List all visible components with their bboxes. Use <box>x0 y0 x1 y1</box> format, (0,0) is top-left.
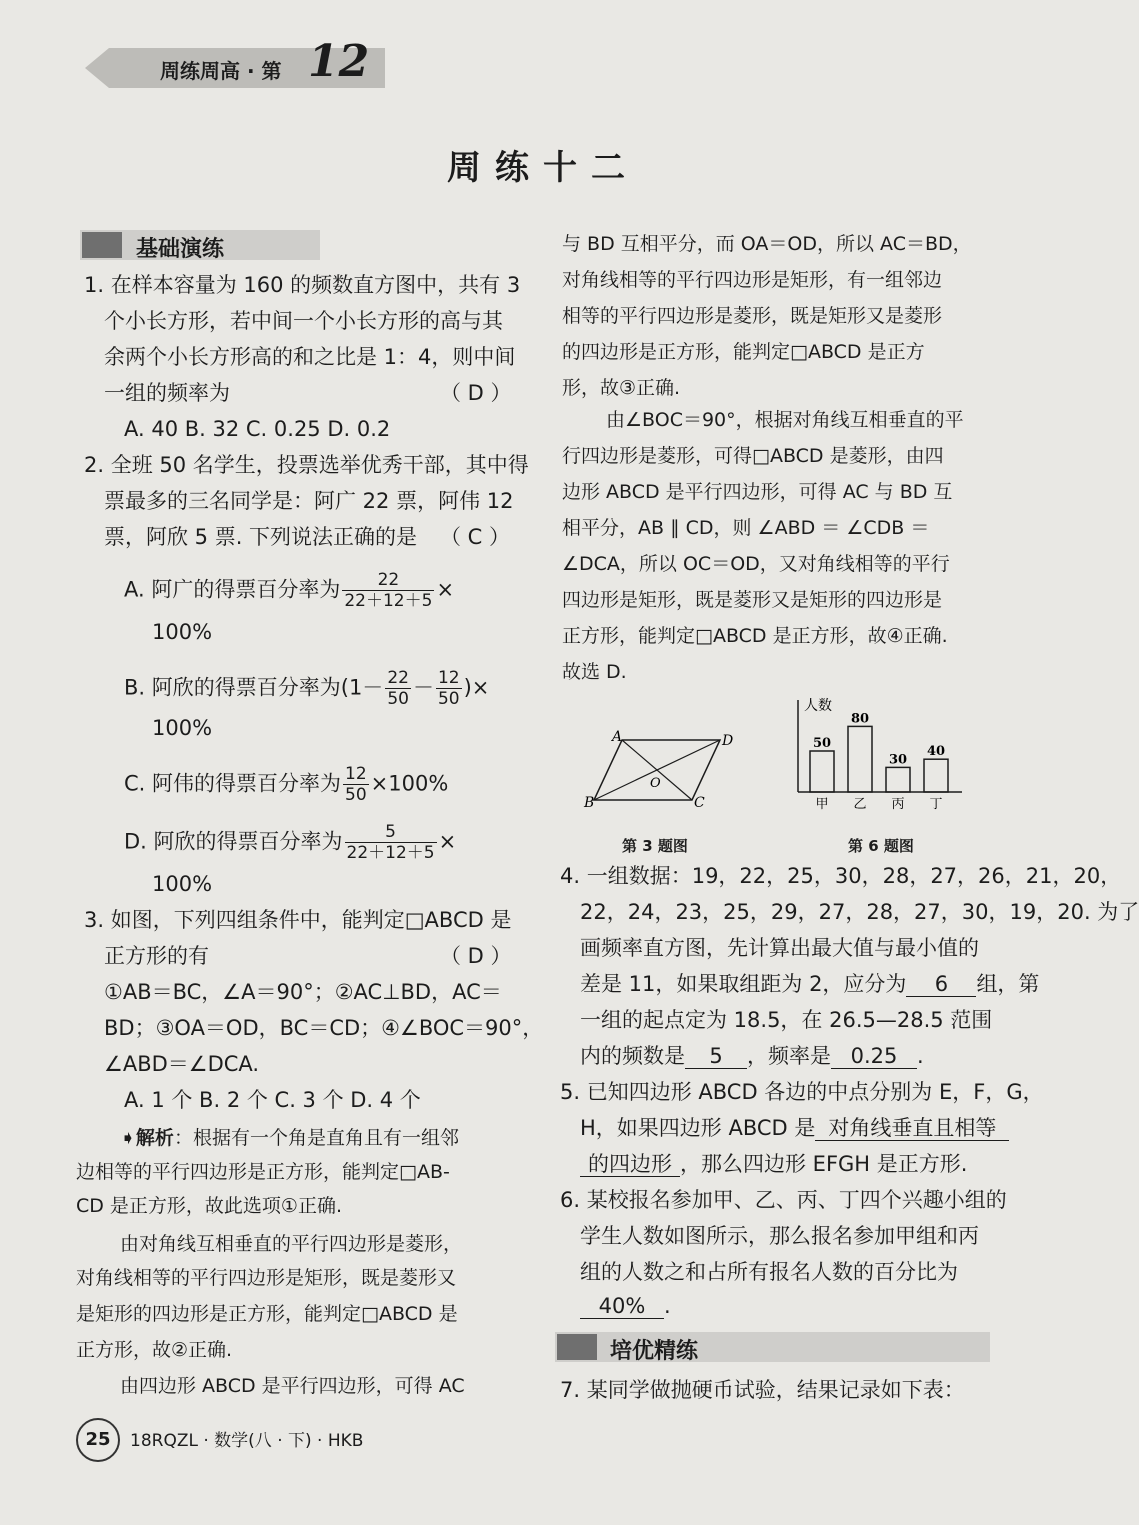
analysis-cont-line10: ∠DCA，所以 OC＝OD，又对角线相等的平行 <box>562 553 950 575</box>
category-label-3: 丙 <box>891 797 905 812</box>
header-tab-text: 周练周高 · 第 <box>160 59 282 83</box>
label-a: A <box>612 729 623 745</box>
q2-answer: （ C ） <box>440 525 511 549</box>
analysis-line1: ➧解析：根据有一个角是直角且有一组邻 <box>120 1127 459 1149</box>
analysis-line7: 正方形，故②正确. <box>76 1339 233 1361</box>
q6-line1: 6. 某校报名参加甲、乙、丙、丁四个兴趣小组的 <box>560 1188 1007 1212</box>
bar-3 <box>886 767 910 792</box>
analysis-cont-line11: 四边形是矩形，既是菱形又是矩形的四边形是 <box>562 589 943 611</box>
q2-option-b-pct: 100% <box>152 716 213 740</box>
analysis-cont-line1: 与 BD 互相平分，而 OA＝OD，所以 AC＝BD， <box>562 233 972 255</box>
category-label-2: 乙 <box>853 797 867 812</box>
q1-line2: 个小长方形，若中间一个小长方形的高与其 <box>104 309 503 333</box>
section1-title: 基础演练 <box>136 237 225 262</box>
bar-value-label-4: 40 <box>926 744 946 760</box>
q3-line4: BD；③OA＝OD，BC＝CD；④∠BOC＝90°， <box>104 1016 544 1040</box>
q5-line3: 的四边形 ，那么四边形 EFGH 是正方形. <box>580 1152 967 1177</box>
q4-line3: 画频率直方图，先计算出最大值与最小值的 <box>580 936 979 960</box>
q3-options: A. 1 个 B. 2 个 C. 3 个 D. 4 个 <box>124 1088 421 1112</box>
q4-line5: 一组的起点定为 18.5，在 26.5—28.5 范围 <box>580 1008 993 1032</box>
figure6-caption: 第 6 题图 <box>848 837 914 855</box>
analysis-cont-line12: 正方形，能判定□ABCD 是正方形，故④正确. <box>562 625 948 647</box>
figure3-parallelogram <box>580 725 740 815</box>
q3-line2: 正方形的有 <box>104 944 209 968</box>
section2-title: 培优精练 <box>610 1339 699 1364</box>
analysis-arrow-icon: ➧ <box>120 1127 136 1149</box>
bar-4 <box>924 759 948 792</box>
analysis-line5: 对角线相等的平行四边形是矩形，既是菱形又 <box>76 1267 457 1289</box>
bar-value-label-3: 30 <box>888 752 908 768</box>
q2-option-b: B. 阿欣的得票百分率为(1－ $\frac{22}{50}$ － $\frac{12}{50}$ )× <box>124 668 490 709</box>
q3-line3: ①AB＝BC，∠A＝90°；②AC⊥BD，AC＝ <box>104 980 502 1004</box>
q2-option-c: C. 阿伟的得票百分率为 $\frac{12}{50}$ ×100% <box>124 764 449 805</box>
page-number: 25 <box>76 1418 120 1462</box>
analysis-line2: 边相等的平行四边形是正方形，能判定□AB- <box>76 1161 450 1183</box>
q3-answer: （ D ） <box>440 944 512 968</box>
q6-line2: 学生人数如图所示，那么报名参加甲组和丙 <box>580 1224 979 1248</box>
q5-line1: 5. 已知四边形 ABCD 各边的中点分别为 E，F，G， <box>560 1080 1044 1104</box>
figure3-caption: 第 3 题图 <box>622 837 688 855</box>
q4-answer-frequency: 5 <box>685 1044 747 1069</box>
q4-answer-rate: 0.25 <box>831 1044 917 1069</box>
label-b: B <box>584 795 595 811</box>
q4-line6: 内的频数是 5 ，频率是 0.25 . <box>580 1044 924 1068</box>
q2-line3: 票，阿欣 5 票. 下列说法正确的是 <box>104 525 418 549</box>
q6-line4: 40% . <box>580 1294 671 1319</box>
bar-value-label-1: 50 <box>812 736 832 751</box>
analysis-cont-line7: 行四边形是菱形，可得□ABCD 是菱形，由四 <box>562 445 944 467</box>
q5-answer-part1: 对角线垂直且相等 <box>815 1116 1009 1141</box>
page-title: 周练十二 <box>447 148 639 188</box>
footer-code: 18RQZL · 数学(八 · 下) · HKB <box>130 1431 364 1451</box>
analysis-line6: 是矩形的四边形是正方形，能判定□ABCD 是 <box>76 1303 458 1325</box>
analysis-cont-line6: 由∠BOC＝90°，根据对角线互相垂直的平 <box>606 409 964 431</box>
q4-answer-groups: 6 <box>906 972 976 997</box>
q4-line1: 4. 一组数据：19，22，25，30，28，27，26，21，20， <box>560 864 1122 888</box>
bar-1 <box>810 751 834 792</box>
analysis-line8: 由四边形 ABCD 是平行四边形，可得 AC <box>120 1375 465 1397</box>
q3-line5: ∠ABD＝∠DCA. <box>104 1052 260 1076</box>
q5-line2: H，如果四边形 ABCD 是 对角线垂直且相等 <box>580 1116 1009 1141</box>
q1-line1: 1. 在样本容量为 160 的频数直方图中，共有 3 <box>84 273 521 297</box>
q2-line1: 2. 全班 50 名学生，投票选举优秀干部，其中得 <box>84 453 529 477</box>
q4-line2: 22，24，23，25，29，27，28，27，30，19，20. 为了 <box>580 900 1139 924</box>
analysis-cont-line2: 对角线相等的平行四边形是矩形，有一组邻边 <box>562 269 943 291</box>
q2-option-d-pct: 100% <box>152 872 213 896</box>
q2-option-a-pct: 100% <box>152 620 213 644</box>
diagonal-bd <box>594 740 720 800</box>
category-label-1: 甲 <box>815 797 829 812</box>
q7-line1: 7. 某同学做抛硬币试验，结果记录如下表： <box>560 1378 965 1402</box>
bar-2 <box>848 726 872 792</box>
q1-line3: 余两个小长方形高的和之比是 1：4，则中间 <box>104 345 516 369</box>
q6-line3: 组的人数之和占所有报名人数的百分比为 <box>580 1260 958 1284</box>
q6-answer: 40% <box>580 1294 664 1319</box>
q3-line1: 3. 如图，下列四组条件中，能判定□ABCD 是 <box>84 908 512 932</box>
q5-answer-part2: 的四边形 <box>580 1152 680 1177</box>
analysis-cont-line4: 的四边形是正方形，能判定□ABCD 是正方 <box>562 341 925 363</box>
figure6-bar-chart <box>790 690 970 825</box>
section2-number-box <box>557 1334 597 1360</box>
q2-line2: 票最多的三名同学是：阿广 22 票，阿伟 12 <box>104 489 514 513</box>
analysis-line3: CD 是正方形，故此选项①正确. <box>76 1195 343 1217</box>
q2-option-a: A. 阿广的得票百分率为 $\frac{22}{22+12+5}$ × <box>124 570 455 611</box>
analysis-cont-line3: 相等的平行四边形是菱形，既是矩形又是菱形 <box>562 305 943 327</box>
category-label-4: 丁 <box>929 797 943 812</box>
bar-value-label-2: 80 <box>850 711 870 727</box>
label-d: D <box>722 733 734 749</box>
y-axis-label: 人数 <box>804 698 832 714</box>
analysis-cont-line5: 形，故③正确. <box>562 377 681 399</box>
q1-line4: 一组的频率为 <box>104 381 230 405</box>
section1-number-box <box>82 232 122 258</box>
analysis-cont-line9: 相平分，AB ∥ CD，则 ∠ABD ＝ ∠CDB ＝ <box>562 517 930 539</box>
header-tab-number: 12 <box>308 36 370 87</box>
q2-option-d: D. 阿欣的得票百分率为 $\frac{5}{22+12+5}$ × <box>124 822 457 863</box>
q1-options: A. 40 B. 32 C. 0.25 D. 0.2 <box>124 417 391 441</box>
q1-answer: （ D ） <box>440 381 512 405</box>
label-c: C <box>694 795 705 811</box>
analysis-line4: 由对角线互相垂直的平行四边形是菱形， <box>120 1233 463 1255</box>
label-o: O <box>650 776 661 791</box>
q4-line4: 差是 11，如果取组距为 2，应分为 6 组，第 <box>580 972 1040 996</box>
analysis-cont-line8: 边形 ABCD 是平行四边形，可得 AC 与 BD 互 <box>562 481 953 503</box>
analysis-cont-line13: 故选 D. <box>562 661 627 683</box>
